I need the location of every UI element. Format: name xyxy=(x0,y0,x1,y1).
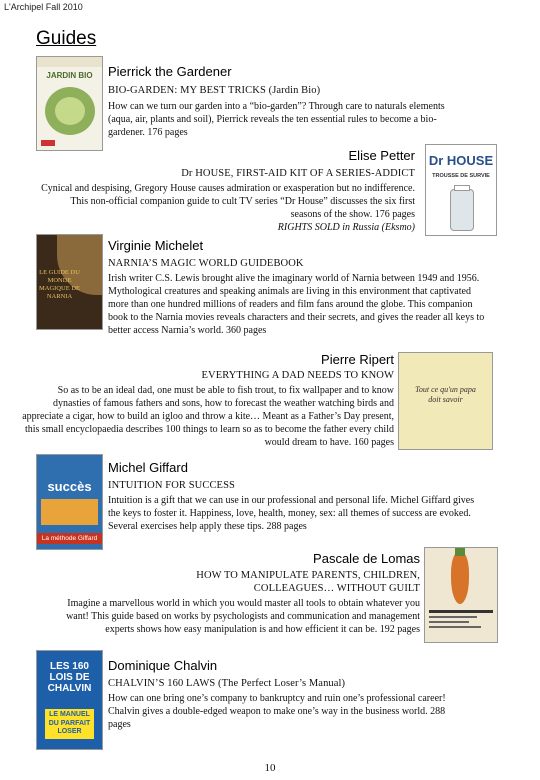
cover-subtitle: LE MANUEL DU PARFAIT LOSER xyxy=(45,709,94,739)
book-title-line-1: HOW TO MANIPULATE PARENTS, CHILDREN, xyxy=(196,570,420,581)
cover-title: LES 160 LOIS DE CHALVIN xyxy=(47,661,92,694)
book-description: How can we turn our garden into a “bio-garden”? Through care to naturals elements (aqua, air, plants and soil), Pierrick reveals the ten essential rules to become a bio-gardener. 176 pages xyxy=(108,101,445,138)
book-title: INTUITION FOR SUCCESS xyxy=(108,480,235,491)
author-name: Elise Petter xyxy=(348,148,415,163)
book-description: Irish writer C.S. Lewis brought alive the imaginary world of Narnia between 1949 and 1956. Mythological creatures and speaking animals are living in this environment that captivated more than one hundred millions of readers and film fans around the globe. This companion book to the Narnia movies reveals characters and their secrets, and gives the reader all keys to better access Narnia’s world. 360 pages xyxy=(108,273,485,336)
author-name: Michel Giffard xyxy=(108,460,188,475)
book-title: BIO-GARDEN: MY BEST TRICKS (Jardin Bio) xyxy=(108,85,321,96)
author-name: Dominique Chalvin xyxy=(108,658,218,673)
running-head: L'Archipel Fall 2010 xyxy=(4,2,83,12)
book-entry-papa xyxy=(20,352,394,449)
book-cover-manipulate xyxy=(424,547,498,643)
book-title: EVERYTHING A DAD NEEDS TO KNOW xyxy=(201,370,394,381)
book-entry-dr-house xyxy=(40,148,415,234)
book-entry-chalvin xyxy=(108,658,488,731)
book-cover-succes xyxy=(36,454,103,550)
book-description: Intuition is a gift that we can use in our professional and personal life. Michel Giffard gives the keys to foster it. Happiness, love, health, money, sex: all themes of success are evoked. Several exercises help apply these tips. 288 pages xyxy=(108,495,475,532)
book-description: Cynical and despising, Gregory House causes admiration or exasperation but no indifference. This non-official companion guide to cult TV series “Dr House” discusses the six first seasons of the show. 176 pages xyxy=(41,183,415,220)
cover-title: LE GUIDE DU MONDE MAGIQUE DE NARNIA xyxy=(39,269,80,300)
book-entry-manipulate xyxy=(44,551,420,636)
rights-note: RIGHTS SOLD in Russia (Eksmo) xyxy=(277,222,415,233)
cover-subtitle: TROUSSE DE SURVIE xyxy=(432,173,490,179)
book-description: So as to be an ideal dad, one must be able to fish trout, to fix wallpaper and to know dynasties of famous fathers and sons, how to forecast the weather watching birds and appreciate a cigar, how to build an igloo and throw a kite… Meant as a Father’s Day present, this small encyclopaedia describes 100 things to learn so as to become the father every child would dream to have. 160 pages xyxy=(22,385,394,448)
page-number: 10 xyxy=(264,762,276,774)
book-cover-jardin-bio xyxy=(36,56,103,151)
book-cover-narnia xyxy=(36,234,103,330)
author-name: Pascale de Lomas xyxy=(313,551,420,566)
book-title-line-2: COLLEAGUES… WITHOUT GUILT xyxy=(253,583,420,594)
cover-subtitle: La méthode Giffard xyxy=(37,533,102,544)
section-title: Guides xyxy=(36,28,97,49)
book-entry-jardin-bio xyxy=(108,64,468,139)
book-description: Imagine a marvellous world in which you would master all tools to obtain whatever you want! This guide based on works by psychologists and communication and management experts shows how easy manipulation is and how efficient it can be. 192 pages xyxy=(66,598,420,635)
author-name: Pierrick the Gardener xyxy=(108,64,232,79)
book-title: Dr HOUSE, FIRST-AID KIT OF A SERIES-ADDICT xyxy=(181,168,415,179)
cover-title: JARDIN BIO xyxy=(46,71,93,80)
cover-title: succès xyxy=(47,479,92,494)
book-cover-papa xyxy=(398,352,493,450)
book-description: How can one bring one’s company to bankruptcy and ruin one’s professional career! Chalvin gives a double-edged weapon to make one’s way in the business world. 288 pages xyxy=(108,693,446,730)
cover-title: Tout ce qu'un papa doit savoir xyxy=(415,385,476,404)
book-cover-dr-house xyxy=(425,144,497,236)
book-title: NARNIA’S MAGIC WORLD GUIDEBOOK xyxy=(108,258,304,269)
author-name: Virginie Michelet xyxy=(108,238,204,253)
book-cover-chalvin xyxy=(36,650,103,750)
cover-title: Dr HOUSE xyxy=(428,153,494,168)
book-title: CHALVIN’S 160 LAWS (The Perfect Loser’s Manual) xyxy=(108,678,346,689)
book-entry-succes xyxy=(108,460,488,533)
author-name: Pierre Ripert xyxy=(321,352,394,367)
book-entry-narnia xyxy=(108,238,488,337)
